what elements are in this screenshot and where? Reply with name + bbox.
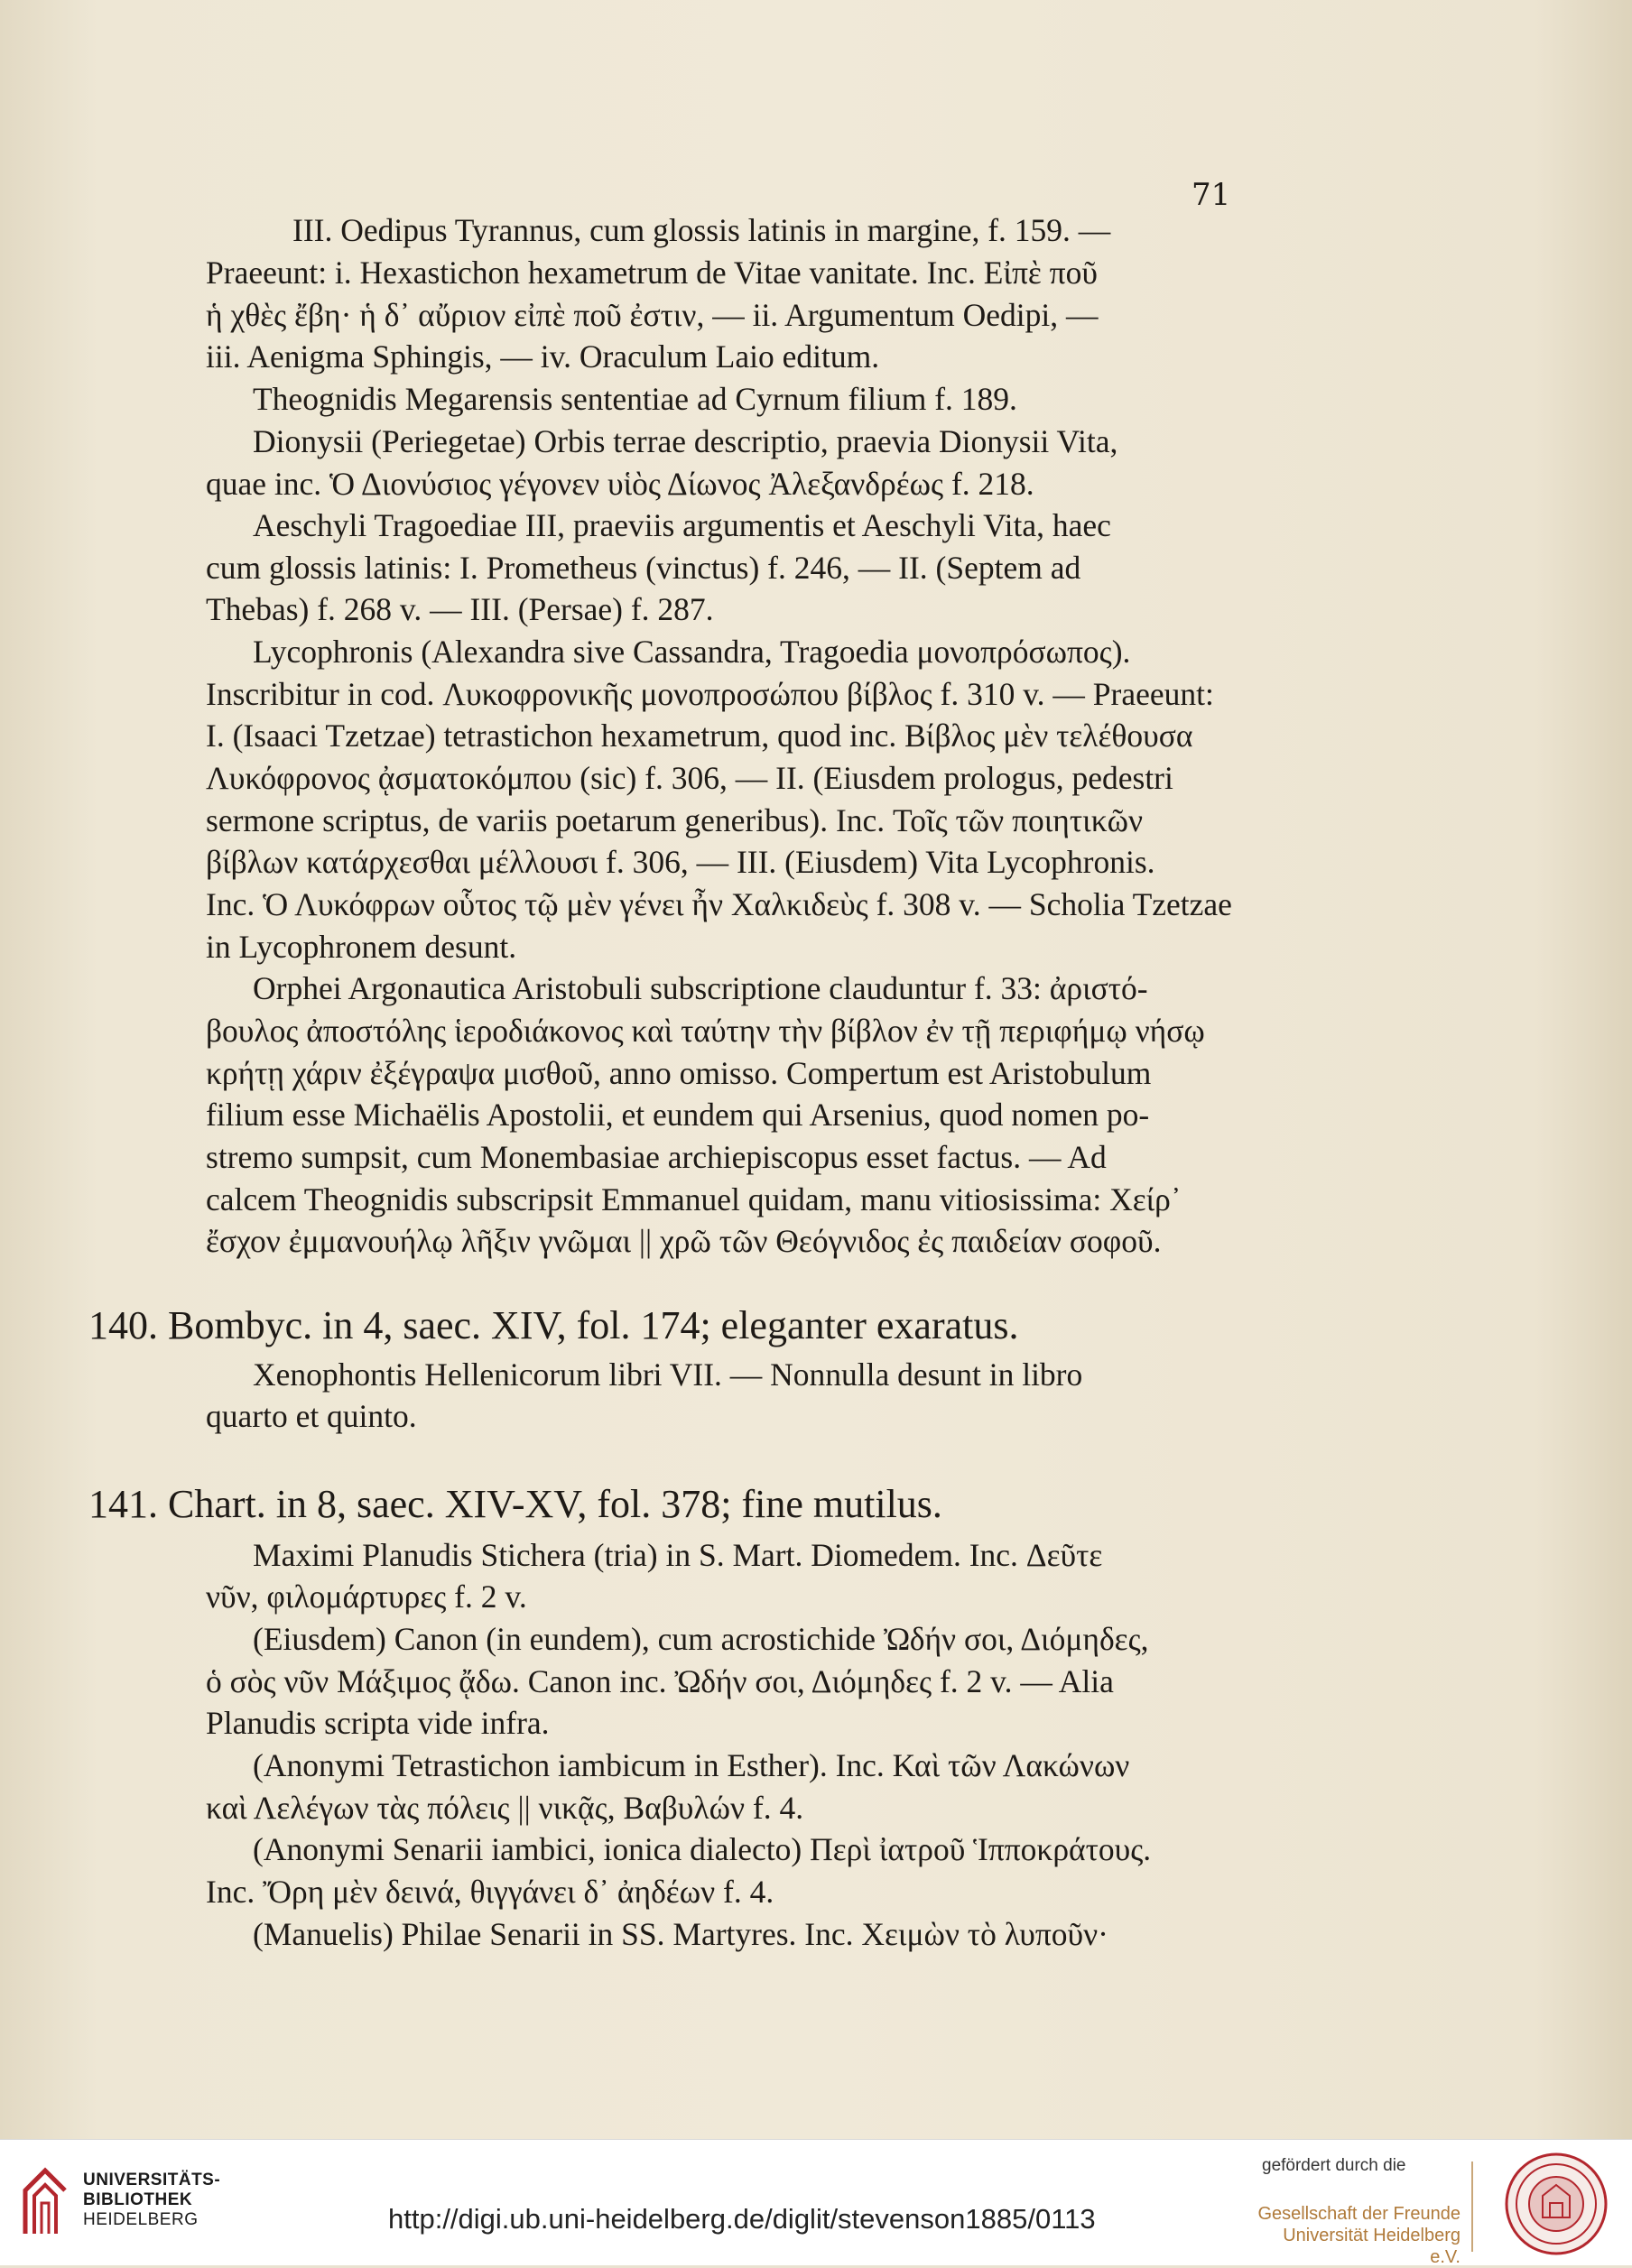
sponsor-name-line2: Universität Heidelberg e.V. <box>1283 2226 1460 2267</box>
text-line: ἔσχον ἐμμανουήλῳ λῆξιν γνῶμαι || χρῶ τῶν Θεόγνιδος ἐς παιδείαν σοφοῦ. <box>206 1223 1162 1259</box>
text-line: Planudis scripta vide infra. <box>206 1705 550 1741</box>
text-line: quae inc. Ὁ Διονύσιος γέγονεν υἱὸς Δίωνος Ἀλεξανδρέως f. 218. <box>206 466 1034 502</box>
text-line: Inscribitur in cod. Λυκοφρονικῆς μονοπροσώπου βίβλος f. 310 v. — Praeeunt: <box>206 676 1214 712</box>
text-line: calcem Theognidis subscripsit Emmanuel quidam, manu vitiosissima: Χείρ᾽ <box>206 1181 1182 1217</box>
text-line: Praeeunt: i. Hexastichon hexametrum de Vitae vanitate. Inc. Εἰπὲ ποῦ <box>206 255 1098 291</box>
text-line: Aeschyli Tragoediae III, praeviis argumentis et Aeschyli Vita, haec <box>253 507 1111 543</box>
text-line: stremo sumpsit, cum Monembasiae archiepiscopus esset factus. — Ad <box>206 1139 1107 1175</box>
text-line: ἡ χθὲς ἔβη· ἡ δ᾽ αὔριον εἰπὲ ποῦ ἐστιν, — ii. Argumentum Oedipi, — <box>206 297 1099 333</box>
text-line: I. (Isaaci Tzetzae) tetrastichon hexametrum, quod inc. Βίβλος μὲν τελέθουσα <box>206 717 1193 754</box>
text-line: Thebas) f. 268 v. — III. (Persae) f. 287. <box>206 591 714 627</box>
text-line: (Eiusdem) Canon (in eundem), cum acrostichide Ὠδήν σοι, Διόμηδες, <box>253 1621 1149 1657</box>
text-line: Dionysii (Periegetae) Orbis terrae descriptio, praevia Dionysii Vita, <box>253 423 1118 459</box>
text-line: καὶ Λελέγων τὰς πόλεις || νικᾷς, Βαβυλών f. 4. <box>206 1790 804 1826</box>
text-line: νῦν, φιλομάρτυρες f. 2 v. <box>206 1578 527 1615</box>
university-seal-icon <box>1503 2151 1609 2257</box>
text-line: κρήτῃ χάριν ἐξέγραψα μισθοῦ, anno omisso. Compertum est Aristobulum <box>206 1055 1152 1091</box>
text-line: III. Oedipus Tyrannus, cum glossis latinis in margine, f. 159. — <box>292 212 1111 248</box>
text-line: quarto et quinto. <box>206 1398 417 1434</box>
text-line: Xenophontis Hellenicorum libri VII. — Nonnulla desunt in libro <box>253 1356 1083 1393</box>
manuscript-entry-heading: 141. Chart. in 8, saec. XIV-XV, fol. 378; fine mutilus. <box>88 1482 942 1526</box>
sponsor-name-line1: Gesellschaft der Freunde <box>1257 2204 1460 2224</box>
page-number: 71 <box>1192 177 1231 213</box>
permalink-url[interactable]: http://digi.ub.uni-heidelberg.de/diglit/stevenson1885/0113 <box>388 2203 1096 2235</box>
text-line: Λυκόφρονος ᾀσματοκόμπου (sic) f. 306, — II. (Eiusdem prologus, pedestri <box>206 760 1173 796</box>
text-line: Inc. Ὁ Λυκόφρων οὗτος τῷ μὲν γένει ἦν Χαλκιδεὺς f. 308 v. — Scholia Tzetzae <box>206 886 1232 922</box>
library-name <box>83 2171 220 2230</box>
text-line: Maximi Planudis Stichera (tria) in S. Mart. Diomedem. Inc. Δεῦτε <box>253 1537 1103 1573</box>
text-line: βίβλων κατάρχεσθαι μέλλουσι f. 306, — III. (Eiusdem) Vita Lycophronis. <box>206 844 1155 880</box>
sponsor-label: gefördert durch die <box>1262 2156 1406 2175</box>
digitization-footer <box>0 2139 1632 2265</box>
text-line: Orphei Argonautica Aristobuli subscriptione clauduntur f. 33: ἀριστό- <box>253 970 1148 1006</box>
library-name-line1: UNIVERSITÄTS- <box>83 2171 221 2189</box>
sponsor-name <box>1255 2203 1460 2268</box>
text-line: iii. Aenigma Sphingis, — iv. Oraculum Laio editum. <box>206 338 880 375</box>
text-line: Theognidis Megarensis sententiae ad Cyrnum filium f. 189. <box>253 381 1017 417</box>
text-line: Lycophronis (Alexandra sive Cassandra, Tragoedia μονοπρόσωπος). <box>253 634 1131 670</box>
text-line: βουλος ἀποστόλης ἱεροδιάκονος καὶ ταύτην τὴν βίβλον ἐν τῇ περιφήμῳ νήσῳ <box>206 1013 1205 1049</box>
footer-divider <box>1471 2162 1473 2252</box>
text-line: (Manuelis) Philae Senarii in SS. Martyres. Inc. Χειμὼν τὸ λυποῦν· <box>253 1916 1108 1952</box>
text-line: cum glossis latinis: I. Prometheus (vinctus) f. 246, — II. (Septem ad <box>206 550 1081 586</box>
text-line: filium esse Michaëlis Apostolii, et eundem qui Arsenius, quod nomen po- <box>206 1097 1150 1133</box>
text-line: in Lycophronem desunt. <box>206 929 517 965</box>
text-line: Inc. Ὄρη μὲν δεινά, θιγγάνει δ᾽ ἀηδέων f. 4. <box>206 1874 774 1910</box>
university-library-logo-icon <box>18 2163 72 2236</box>
manuscript-entry-heading: 140. Bombyc. in 4, saec. XIV, fol. 174; eleganter exaratus. <box>88 1303 1019 1347</box>
text-line: (Anonymi Tetrastichon iambicum in Esther). Inc. Καὶ τῶν Λακώνων <box>253 1747 1130 1783</box>
library-name-line2: BIBLIOTHEK <box>83 2190 193 2209</box>
library-name-line3: HEIDELBERG <box>83 2210 199 2229</box>
text-line: (Anonymi Senarii iambici, ionica dialecto) Περὶ ἰατροῦ Ἱπποκράτους. <box>253 1831 1152 1867</box>
text-line: ὁ σὸς νῦν Μάξιμος ᾄδω. Canon inc. Ὠδήν σοι, Διόμηδες f. 2 v. — Alia <box>206 1663 1114 1699</box>
text-line: sermone scriptus, de variis poetarum generibus). Inc. Τοῖς τῶν ποιητικῶν <box>206 802 1143 838</box>
